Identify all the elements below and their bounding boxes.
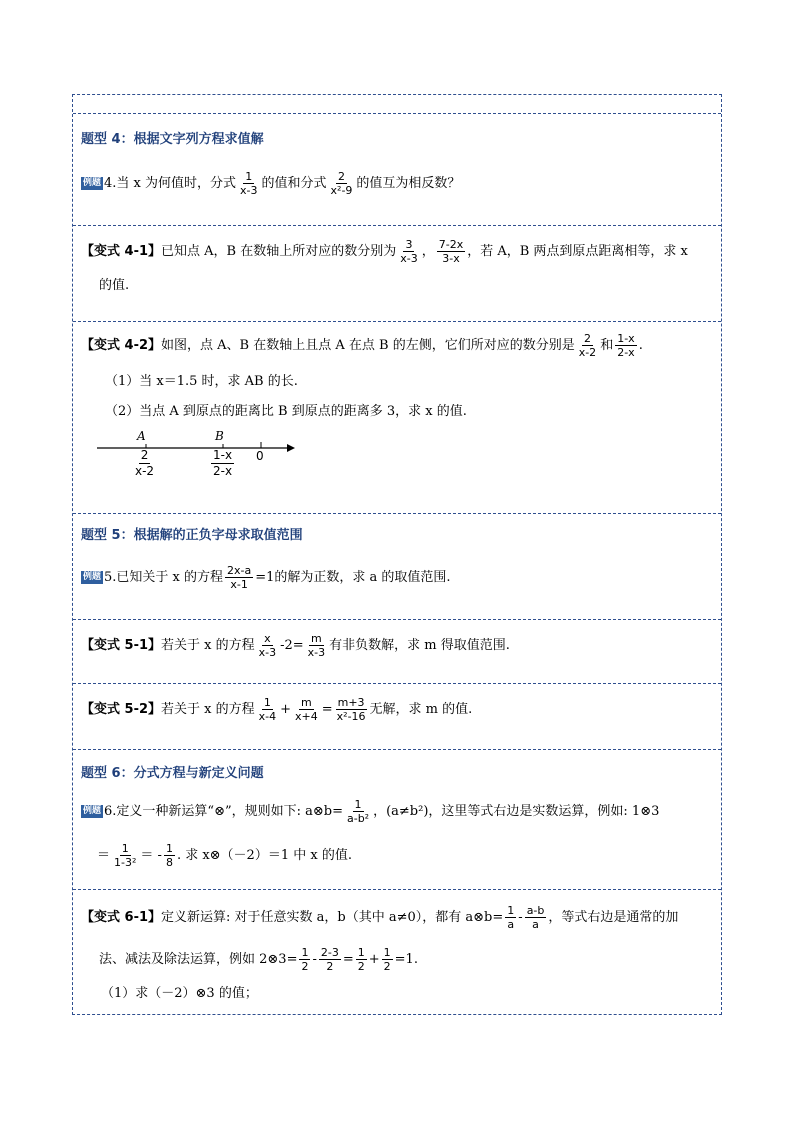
section-heading: 题型 5：根据解的正负字母求取值范围 — [81, 528, 303, 543]
point-a-label: A — [137, 429, 146, 443]
fraction: $\frac{a-b}{a}$ — [526, 904, 545, 931]
point-a-value: $\frac{2}{x-2}$ — [135, 448, 155, 478]
fraction: $\frac{2x-a}{x-1}$ — [227, 564, 252, 591]
document-frame — [72, 94, 722, 1015]
example-6-line2: ＝ $\frac{1}{\text{1-3²}}$ ＝ - $\frac{1}{8}$ . 求 x⊗（－2）＝1 中 x 的值. — [97, 842, 352, 869]
fraction: $\frac{1}{x-4}$ — [258, 696, 277, 723]
fraction: $\frac{3}{x-3}$ — [400, 238, 418, 265]
section-variant-5-1 — [73, 619, 721, 683]
fraction: $\frac{1}{2}$ — [301, 946, 309, 973]
variant-4-1-line1: 【变式 4-1】 已知点 A，B 在数轴上所对应的数分别为 $\frac{3}{x-3}$ ， $\frac{7-2x}{3-x}$ ，若 A，B 两点到原点距离相等，求 x — [81, 238, 688, 265]
variant-5-2-line1: 【变式 5-2】 若关于 x 的方程 $\frac{1}{x-4}$ + $\frac{m}{x+4}$ = $\frac{m+3}{\text{x²-16}}$ 无解，求 m 的值. — [81, 696, 473, 723]
example-5: 例题 5 .已知关于 x 的方程 $\frac{2x-a}{x-1}$ =1的解为正数，求 a 的取值范围. — [83, 564, 451, 591]
fraction: $\frac{2-3}{2}$ — [320, 946, 339, 973]
fraction: $\frac{1-x}{2-x}$ — [617, 332, 635, 359]
variant-6-1-line1: 【变式 6-1】 定义新运算: 对于任意实数 a，b（其中 a≠0），都有 a⊗b= $\frac{1}{a}$ - $\frac{a-b}{a}$ ，等式右边是通常的加 — [81, 904, 679, 931]
origin-label: 0 — [256, 449, 264, 463]
fraction: $\frac{1}{2}$ — [383, 946, 391, 973]
example-6-line1: 例题 6 .定义一种新运算“⊗”，规则如下: a⊗b= $\frac{1}{\text{a-b²}}$ ，(a≠b²)，这里等式右边是实数运算，例如: 1⊗3 — [83, 798, 660, 825]
fraction: $\frac{x}{x-3}$ — [258, 632, 277, 659]
section-type4 — [73, 113, 721, 225]
fraction: $\frac{1}{\text{a-b²}}$ — [346, 798, 370, 825]
example-tag: 例题 — [83, 572, 102, 582]
fraction: $\frac{1}{\text{1-3²}}$ — [114, 842, 137, 869]
variant-6-1-line2: 法、减法及除法运算，例如 2⊗3= $\frac{1}{2}$ - $\frac{2-3}{2}$ = $\frac{1}{2}$ + $\frac{1}{2}$ =1. — [99, 946, 418, 973]
question-2: （2）当点 A 到原点的距离比 B 到原点的距离多 3，求 x 的值. — [105, 404, 467, 419]
fraction: $\frac{1}{2}$ — [357, 946, 365, 973]
section-variant-6-1 — [73, 889, 721, 1015]
fraction: $\frac{m+3}{\text{x²-16}}$ — [336, 696, 366, 723]
fraction: $\frac{1}{x-3}$ — [240, 170, 258, 197]
fraction: $\frac{m}{x+4}$ — [295, 696, 318, 723]
fraction: $\frac{1}{8}$ — [165, 842, 173, 869]
example-tag: 例题 — [83, 178, 102, 188]
example-tag: 例题 — [83, 806, 102, 816]
fraction: $\frac{2}{\text{x²-9}}$ — [330, 170, 353, 197]
fraction: $\frac{7-2x}{3-x}$ — [438, 238, 464, 265]
variant-label: 【变式 5-2】 — [81, 701, 162, 717]
question-1: （1）当 x＝1.5 时，求 AB 的长. — [105, 374, 298, 389]
variant-4-1-line2: 的值. — [99, 278, 130, 293]
variant-label: 【变式 5-1】 — [81, 637, 162, 653]
variant-label: 【变式 4-1】 — [81, 243, 162, 259]
variant-5-1-line1: 【变式 5-1】 若关于 x 的方程 $\frac{x}{x-3}$ -2= $\frac{m}{x-3}$ 有非负数解，求 m 得取值范围. — [81, 632, 510, 659]
fraction: $\frac{m}{x-3}$ — [307, 632, 326, 659]
section-heading: 题型 4：根据文字列方程求值解 — [81, 132, 264, 147]
point-b-label: B — [215, 429, 224, 443]
example-4: 例题 4 .当 x 为何值时，分式 $\frac{1}{x-3}$ 的值和分式 $\frac{2}{\text{x²-9}}$ 的值互为相反数？ — [83, 170, 461, 197]
fraction: $\frac{2}{x-2}$ — [578, 332, 597, 359]
variant-4-2-line1: 【变式 4-2】 如图，点 A、B 在数轴上且点 A 在点 B 的左侧，它们所对应的数分别是 $\frac{2}{x-2}$ 和 $\frac{1-x}{2-x}$ . — [81, 332, 643, 359]
question-1: （1）求（－2）⊗3 的值； — [101, 986, 258, 1001]
fraction: $\frac{1}{a}$ — [507, 904, 515, 931]
variant-label: 【变式 6-1】 — [81, 909, 162, 925]
section-variant-5-2 — [73, 683, 721, 749]
number-line — [97, 430, 317, 490]
point-b-value: $\frac{1-x}{2-x}$ — [213, 448, 233, 478]
section-type6 — [73, 749, 721, 889]
section-type5 — [73, 513, 721, 619]
section-heading: 题型 6：分式方程与新定义问题 — [81, 766, 264, 781]
section-variant-4-2 — [73, 321, 721, 513]
section-variant-4-1 — [73, 225, 721, 321]
variant-label: 【变式 4-2】 — [81, 337, 162, 353]
